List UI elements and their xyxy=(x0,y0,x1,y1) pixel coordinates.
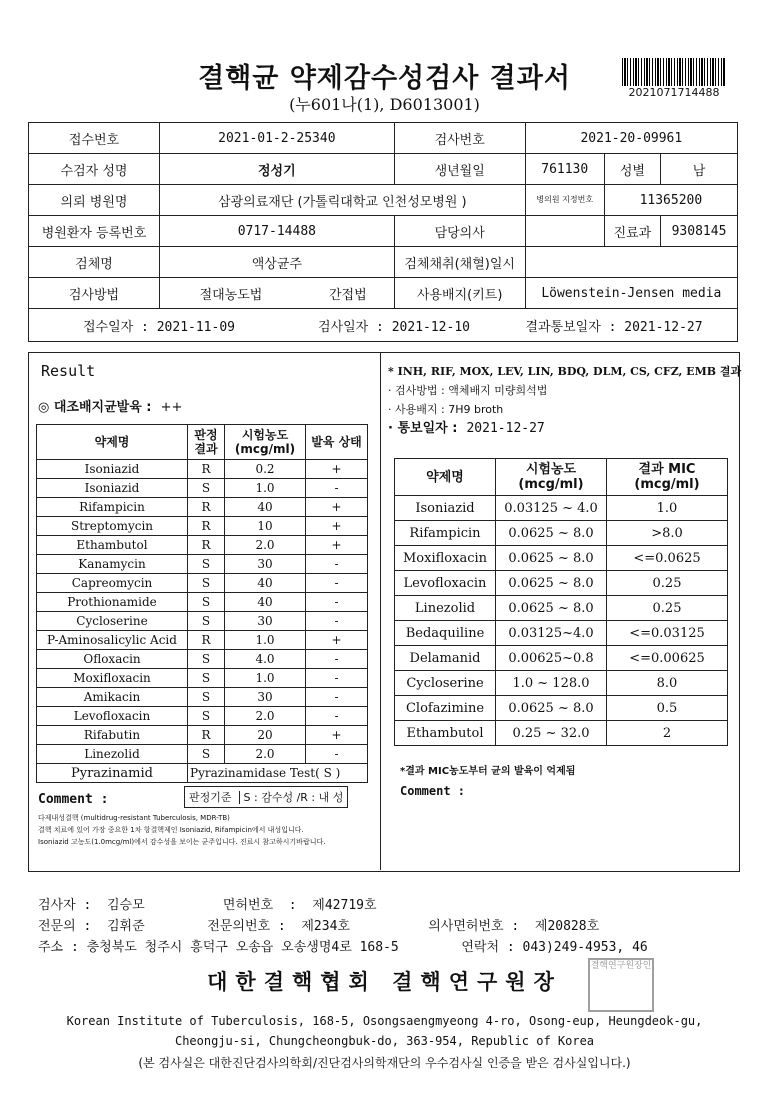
result: S xyxy=(188,555,225,574)
hospital-code: 11365200 xyxy=(604,185,737,216)
result: S xyxy=(188,669,225,688)
footer-specialist: 전문의 : 김휘준 전문의번호 : 제234호 의사면허번호 : 제20828호 xyxy=(38,919,600,934)
table-row xyxy=(395,646,728,671)
result: S xyxy=(188,612,225,631)
criteria-value: S : 감수성 /R : 내 성 xyxy=(239,791,344,804)
test-concentration: 2.0 xyxy=(225,536,306,555)
reported-date: 2021-12-27 xyxy=(624,319,703,335)
drug-name: Cycloserine xyxy=(37,612,188,631)
dept-label: 진료과 xyxy=(604,216,660,247)
footer-examiner: 검사자 : 김승모 면허번호 : 제42719호 xyxy=(38,898,377,913)
test-concentration: 1.0 xyxy=(225,669,306,688)
concentration-range: 0.0625 ~ 8.0 xyxy=(496,546,607,571)
drug-name: Rifampicin xyxy=(395,521,496,546)
result: S xyxy=(188,593,225,612)
table-row xyxy=(37,612,368,631)
mic-result: <=0.03125 xyxy=(607,621,728,646)
test-concentration: 2.0 xyxy=(225,707,306,726)
table-row xyxy=(37,707,368,726)
drug-name: Rifampicin xyxy=(37,498,188,517)
collection xyxy=(525,247,737,278)
drug-name: Ethambutol xyxy=(395,721,496,746)
drug-name: Capreomycin xyxy=(37,574,188,593)
table-row xyxy=(37,479,368,498)
growth-status: + xyxy=(306,517,368,536)
received-date: 2021-11-09 xyxy=(156,319,235,335)
result: S xyxy=(188,650,225,669)
official-seal: 결핵연구원장인 xyxy=(588,958,654,1012)
result: R xyxy=(188,536,225,555)
growth-status: - xyxy=(306,555,368,574)
table-row xyxy=(395,571,728,596)
address-en-2: Cheongju-si, Chungcheongbuk-do, 363-954, Republic of Korea xyxy=(174,1034,595,1048)
reported-date-field: 결과통보일자 : 2021-12-27 xyxy=(525,319,703,335)
drug-name: Isoniazid xyxy=(37,460,188,479)
table-row xyxy=(395,696,728,721)
table-row xyxy=(395,596,728,621)
table-row xyxy=(37,688,368,707)
test-concentration: 20 xyxy=(225,726,306,745)
rt-header-mic: 결과 MIC (mcg/ml) xyxy=(607,459,728,496)
doctor xyxy=(525,216,604,247)
growth-status: - xyxy=(306,479,368,498)
drug-name: Delamanid xyxy=(395,646,496,671)
reception-no-label: 접수번호 xyxy=(29,123,160,154)
table-row xyxy=(395,521,728,546)
drug-name: Ofloxacin xyxy=(37,650,188,669)
results-divider xyxy=(380,352,381,870)
drug-name: P-Aminosalicylic Acid xyxy=(37,631,188,650)
drug-name: Isoniazid xyxy=(37,479,188,498)
mic-method: · 검사방법 : 액체배지 미량희석법 xyxy=(388,384,548,397)
table-row xyxy=(37,745,368,764)
mic-result: 1.0 xyxy=(607,496,728,521)
result: R xyxy=(188,498,225,517)
lt-header-growth: 발육 상태 xyxy=(306,425,368,460)
doctor-label: 담당의사 xyxy=(394,216,525,247)
drug-name: Moxifloxacin xyxy=(37,669,188,688)
result-label: Result xyxy=(41,362,96,380)
concentration-range: 0.25 ~ 32.0 xyxy=(496,721,607,746)
test-concentration: 4.0 xyxy=(225,650,306,669)
table-row xyxy=(395,546,728,571)
mic-result: 0.25 xyxy=(607,571,728,596)
mic-report-date: · 통보일자 : 2021-12-27 xyxy=(388,421,545,436)
criteria-box xyxy=(184,786,348,808)
table-row xyxy=(395,496,728,521)
left-comment-text xyxy=(38,812,374,848)
table-row xyxy=(37,650,368,669)
drug-list: * INH, RIF, MOX, LEV, LIN, BDQ, DLM, CS, CFZ, EMB 결과 xyxy=(388,365,742,378)
test-concentration: 0.2 xyxy=(225,460,306,479)
table-row xyxy=(395,721,728,746)
result: R xyxy=(188,726,225,745)
media-label: 사용배지(키트) xyxy=(394,278,525,309)
control-growth: ◎ 대조배지균발육 : ++ xyxy=(38,400,183,415)
growth-status: - xyxy=(306,612,368,631)
drug-name: Isoniazid xyxy=(395,496,496,521)
drug-name: Moxifloxacin xyxy=(395,546,496,571)
growth-status: - xyxy=(306,707,368,726)
table-row xyxy=(37,726,368,745)
mic-footnote: *결과 MIC농도부터 균의 발육이 억제됨 xyxy=(400,766,576,777)
lt-header-conc: 시험농도 (mcg/ml) xyxy=(225,425,306,460)
table-row xyxy=(37,593,368,612)
concentration-range: 0.0625 ~ 8.0 xyxy=(496,571,607,596)
growth-status: + xyxy=(306,726,368,745)
method: 절대농도법 xyxy=(160,278,302,309)
patient-reg: 0717-14488 xyxy=(160,216,395,247)
absolute-concentration-table xyxy=(36,424,368,783)
drug-name: Bedaquiline xyxy=(395,621,496,646)
result: S xyxy=(188,574,225,593)
mic-table xyxy=(394,458,728,746)
dept: 9308145 xyxy=(661,216,738,247)
table-row xyxy=(37,669,368,688)
pza-name: Pyrazinamid xyxy=(37,764,188,783)
test-concentration: 10 xyxy=(225,517,306,536)
tested-date: 2021-12-10 xyxy=(391,319,470,335)
growth-status: - xyxy=(306,688,368,707)
lt-header-result: 판정 결과 xyxy=(188,425,225,460)
mic-result: <=0.00625 xyxy=(607,646,728,671)
growth-status: - xyxy=(306,745,368,764)
mic-notes xyxy=(388,362,741,438)
comment-line: 결핵 치료에 있어 가장 중요한 1차 항결핵제인 Isoniazid, Rifampicin에서 내성입니다. xyxy=(38,826,304,834)
concentration-range: 0.03125~4.0 xyxy=(496,621,607,646)
hospital-code-label: 병의원 지정번호 xyxy=(525,185,604,216)
concentration-range: 0.0625 ~ 8.0 xyxy=(496,596,607,621)
table-row xyxy=(37,555,368,574)
left-comment-label: Comment : xyxy=(38,792,109,807)
mic-result: 8.0 xyxy=(607,671,728,696)
tested-date-field: 검사일자 : 2021-12-10 xyxy=(318,319,470,335)
exam-no-label: 검사번호 xyxy=(394,123,525,154)
drug-name: Clofazimine xyxy=(395,696,496,721)
test-concentration: 40 xyxy=(225,574,306,593)
growth-status: + xyxy=(306,631,368,650)
mic-result: 0.5 xyxy=(607,696,728,721)
table-row xyxy=(37,517,368,536)
table-row xyxy=(395,671,728,696)
comment-line: Isoniazid 고농도(1.0mcg/ml)에서 감수성을 보이는 균주입니다. 진료시 참고하시기바랍니다. xyxy=(38,838,326,846)
document-subtitle: (누601나(1), D6013001) xyxy=(289,95,480,114)
barcode-icon xyxy=(622,58,726,86)
patient-name: 정성기 xyxy=(160,154,395,185)
growth-status: - xyxy=(306,593,368,612)
growth-status: - xyxy=(306,669,368,688)
mic-result: >8.0 xyxy=(607,521,728,546)
right-comment-label: Comment : xyxy=(400,784,466,798)
result: S xyxy=(188,479,225,498)
mic-result: 2 xyxy=(607,721,728,746)
reception-no: 2021-01-2-25340 xyxy=(160,123,395,154)
drug-name: Linezolid xyxy=(395,596,496,621)
drug-name: Ethambutol xyxy=(37,536,188,555)
control-growth-value: ++ xyxy=(160,400,183,415)
media: Löwenstein-Jensen media xyxy=(525,278,737,309)
rt-header-conc: 시험농도 (mcg/ml) xyxy=(496,459,607,496)
collection-label: 검체채취(채혈)일시 xyxy=(394,247,525,278)
exam-no: 2021-20-09961 xyxy=(525,123,737,154)
method-label: 검사방법 xyxy=(29,278,160,309)
test-concentration: 30 xyxy=(225,612,306,631)
drug-name: Linezolid xyxy=(37,745,188,764)
institute-name: 대한결핵협회 결핵연구원장 xyxy=(207,970,562,994)
result: S xyxy=(188,707,225,726)
test-concentration: 1.0 xyxy=(225,479,306,498)
drug-name: Levofloxacin xyxy=(37,707,188,726)
test-concentration: 1.0 xyxy=(225,631,306,650)
footer-address: 주소 : 충청북도 청주시 흥덕구 오송읍 오송생명4로 168-5 연락처 : 043)249-4953, 46 xyxy=(38,940,648,955)
patient-reg-label: 병원환자 등록번호 xyxy=(29,216,160,247)
table-row xyxy=(37,460,368,479)
test-concentration: 40 xyxy=(225,498,306,517)
test-concentration: 2.0 xyxy=(225,745,306,764)
concentration-range: 1.0 ~ 128.0 xyxy=(496,671,607,696)
method2: 간접법 xyxy=(302,278,394,309)
specimen-label: 검체명 xyxy=(29,247,160,278)
dob: 761130 xyxy=(525,154,604,185)
drug-name: Kanamycin xyxy=(37,555,188,574)
patient-name-label: 수검자 성명 xyxy=(29,154,160,185)
patient-info-table xyxy=(28,122,738,342)
rt-header-drug: 약제명 xyxy=(395,459,496,496)
address-en-1: Korean Institute of Tuberculosis, 168-5, Osongsaengmyeong 4-ro, Osong-eup, Heungdeok-gu, xyxy=(66,1014,703,1028)
result: S xyxy=(188,745,225,764)
specimen: 액상균주 xyxy=(160,247,395,278)
result: R xyxy=(188,517,225,536)
growth-status: - xyxy=(306,574,368,593)
drug-name: Levofloxacin xyxy=(395,571,496,596)
drug-name: Rifabutin xyxy=(37,726,188,745)
result: R xyxy=(188,460,225,479)
growth-status: - xyxy=(306,650,368,669)
table-row xyxy=(37,536,368,555)
table-row xyxy=(37,498,368,517)
test-concentration: 40 xyxy=(225,593,306,612)
concentration-range: 0.0625 ~ 8.0 xyxy=(496,521,607,546)
barcode-number: 2021071714488 xyxy=(628,86,720,99)
pza-result: Pyrazinamidase Test( S ) xyxy=(188,764,368,783)
mic-result: <=0.0625 xyxy=(607,546,728,571)
lt-header-drug: 약제명 xyxy=(37,425,188,460)
table-row xyxy=(37,574,368,593)
received-date-field: 접수일자 : 2021-11-09 xyxy=(83,319,235,335)
hospital-label: 의뢰 병원명 xyxy=(29,185,160,216)
concentration-range: 0.03125 ~ 4.0 xyxy=(496,496,607,521)
test-concentration: 30 xyxy=(225,688,306,707)
concentration-range: 0.0625 ~ 8.0 xyxy=(496,696,607,721)
table-row xyxy=(395,621,728,646)
sex: 남 xyxy=(661,154,738,185)
concentration-range: 0.00625~0.8 xyxy=(496,646,607,671)
hospital-name: 삼광의료재단 (가톨릭대학교 인천성모병원 ) xyxy=(160,185,526,216)
mic-medium: · 사용배지 : 7H9 broth xyxy=(388,403,504,416)
comment-line: 다제내성결핵 (multidrug-resistant Tuberculosis, MDR-TB) xyxy=(38,814,230,822)
mic-result: 0.25 xyxy=(607,596,728,621)
drug-name: Streptomycin xyxy=(37,517,188,536)
certification-note: (본 검사실은 대한진단검사의학회/진단검사의학재단의 우수검사실 인증을 받은 검사실입니다.) xyxy=(138,1056,631,1070)
result: S xyxy=(188,688,225,707)
criteria-label: 판정기준 xyxy=(189,791,232,804)
document-title: 결핵균 약제감수성검사 결과서 xyxy=(198,63,571,94)
result: R xyxy=(188,631,225,650)
drug-name: Prothionamide xyxy=(37,593,188,612)
growth-status: + xyxy=(306,536,368,555)
test-concentration: 30 xyxy=(225,555,306,574)
sex-label: 성별 xyxy=(604,154,660,185)
table-row xyxy=(37,631,368,650)
drug-name: Cycloserine xyxy=(395,671,496,696)
growth-status: + xyxy=(306,460,368,479)
growth-status: + xyxy=(306,498,368,517)
dob-label: 생년월일 xyxy=(394,154,525,185)
drug-name: Amikacin xyxy=(37,688,188,707)
